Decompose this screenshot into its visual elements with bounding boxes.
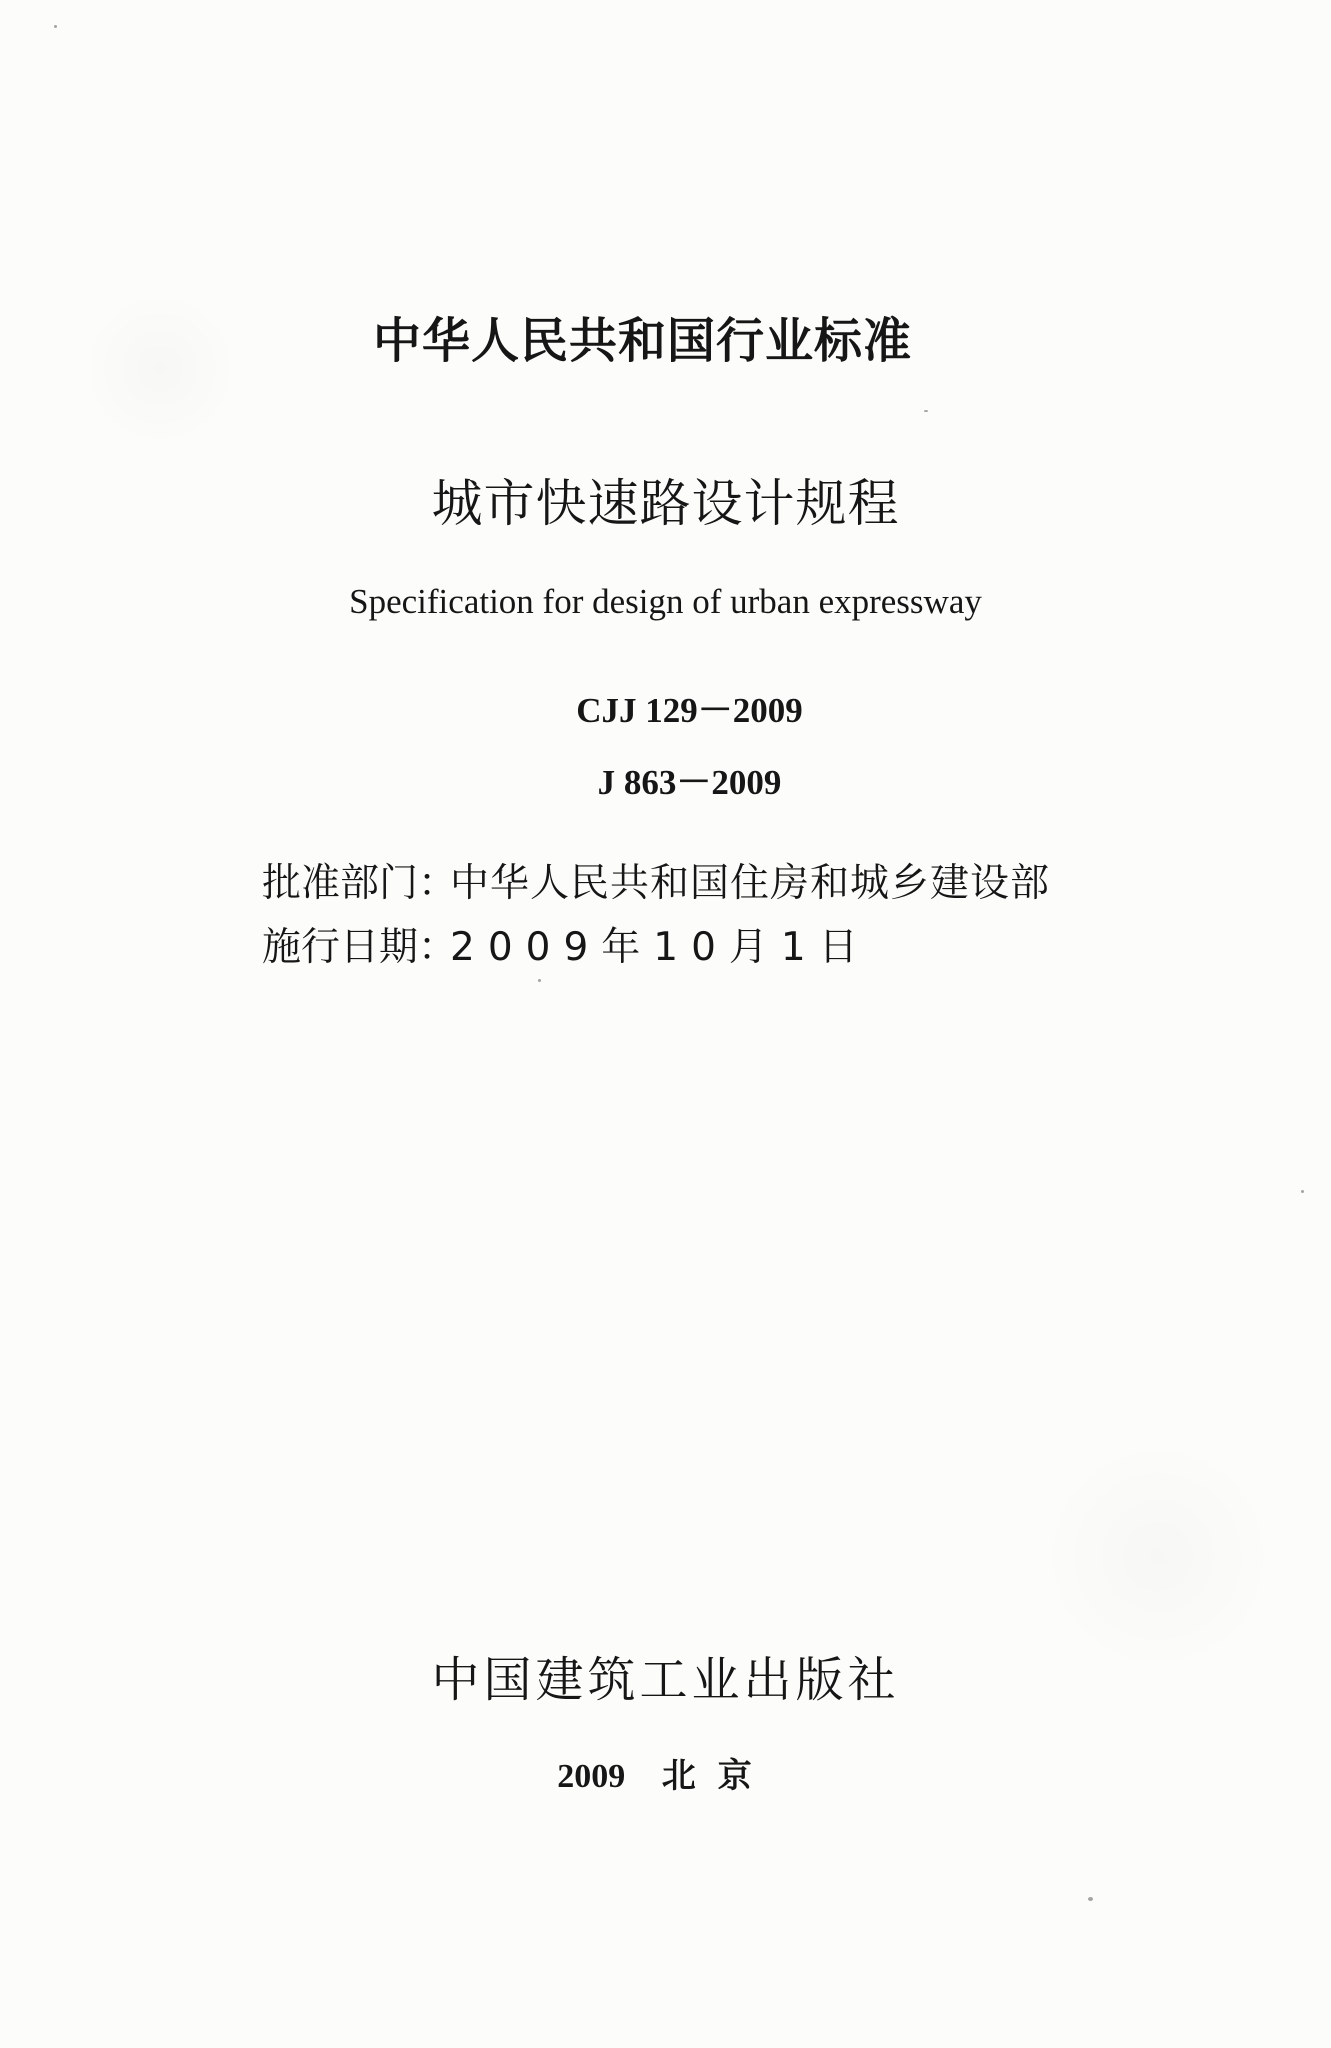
chinese-title: 城市快速路设计规程	[431, 475, 900, 534]
approval-row	[262, 852, 1050, 908]
english-title: Specification for design of urban expressway	[349, 582, 982, 621]
scan-speck	[54, 25, 57, 28]
industry-standard-label: 中华人民共和国行业标准	[372, 313, 912, 369]
publication-place	[0, 1748, 1331, 1797]
scan-speck	[1301, 1190, 1304, 1193]
standard-code-cjj: CJJ 129－2009	[576, 691, 803, 730]
publication-year: 2009	[557, 1758, 626, 1795]
effective-date-value: 2009年10月1日	[450, 925, 871, 970]
scan-speck	[924, 410, 928, 412]
standard-code-j: J 863－2009	[597, 763, 782, 802]
scan-speck	[1088, 1897, 1093, 1901]
approval-department: 中华人民共和国住房和城乡建设部	[450, 861, 1051, 906]
publisher-name: 中国建筑工业出版社	[431, 1652, 900, 1708]
scan-speck	[538, 979, 541, 982]
approval-label: 批准部门：	[262, 861, 458, 906]
effective-date-row	[262, 916, 871, 972]
publication-city: 北京	[661, 1756, 774, 1796]
effective-date-label: 施行日期：	[262, 925, 458, 970]
